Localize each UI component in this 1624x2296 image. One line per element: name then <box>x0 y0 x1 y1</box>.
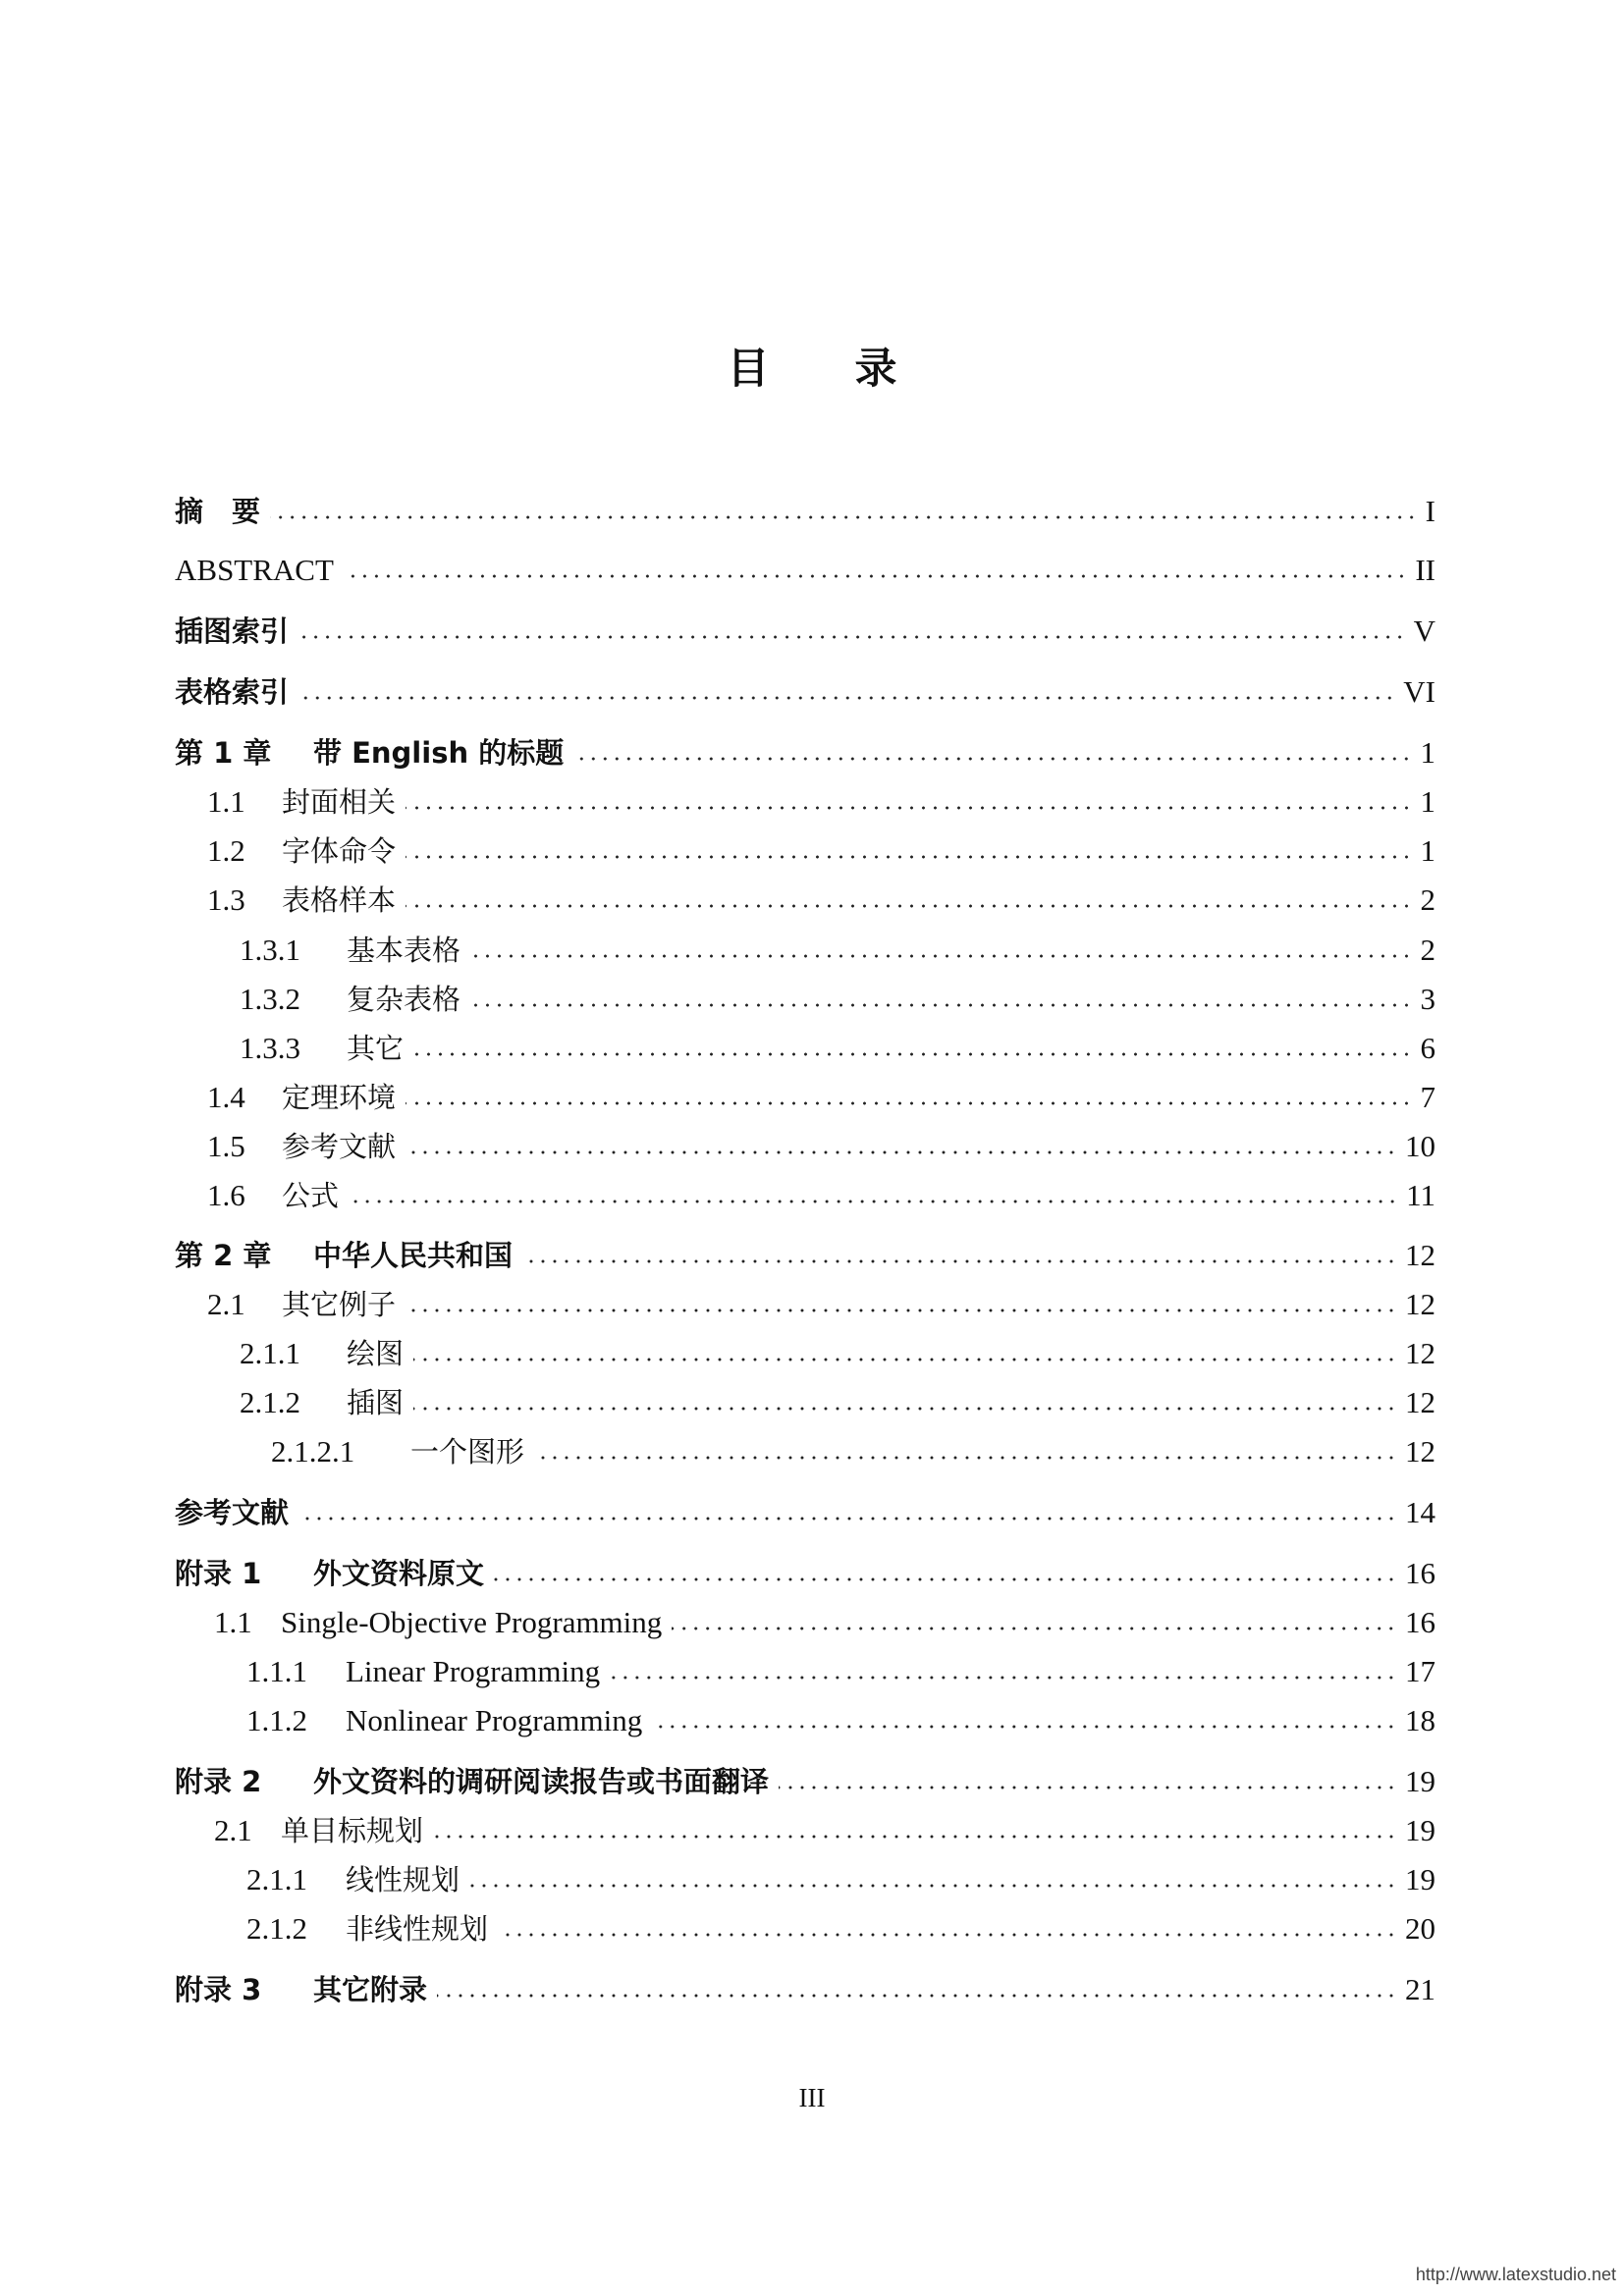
toc-entry-section[interactable] <box>0 1802 1624 1845</box>
toc-entry-label: 封面相关 <box>282 785 397 819</box>
toc-entry-page: 18 <box>1405 1703 1435 1737</box>
dot-leader <box>470 1003 1412 1007</box>
toc-entry-subsection[interactable] <box>0 1374 1624 1417</box>
toc-entry-number: 1.1.2 <box>246 1703 307 1737</box>
dot-leader <box>413 1407 1397 1411</box>
toc-entry-number: 2.1.1 <box>246 1862 307 1896</box>
toc-entry-subsection[interactable] <box>0 1020 1624 1063</box>
dot-leader <box>298 635 1406 639</box>
toc-entry-table-index[interactable] <box>0 664 1624 707</box>
toc-entry-chapter-2[interactable] <box>0 1227 1624 1270</box>
dot-leader <box>573 757 1412 761</box>
toc-entry-number: 第 1 章 <box>175 736 272 770</box>
toc-entry-abstract-cn[interactable] <box>0 483 1624 526</box>
toc-entry-label: 绘图 <box>347 1337 405 1370</box>
toc-entry-number: 2.1.2 <box>246 1911 307 1946</box>
toc-entry-page: 19 <box>1405 1813 1435 1847</box>
dot-leader <box>494 1577 1397 1581</box>
dot-leader <box>779 1786 1397 1789</box>
toc-entry-number: 1.1 <box>214 1605 252 1639</box>
toc-entry-references[interactable] <box>0 1484 1624 1527</box>
dot-leader <box>469 1884 1397 1888</box>
toc-entry-label: 公式 <box>282 1179 340 1212</box>
toc-entry-subsection[interactable] <box>0 1851 1624 1895</box>
toc-entry-section[interactable] <box>0 1594 1624 1637</box>
toc-entry-page: 2 <box>1420 882 1435 917</box>
toc-entry-label: 外文资料原文 <box>313 1557 485 1590</box>
toc-entry-subsection[interactable] <box>0 1692 1624 1735</box>
toc-entry-label: 带 English 的标题 <box>313 736 565 770</box>
toc-entry-page: II <box>1415 553 1435 587</box>
dot-leader <box>413 1052 1412 1056</box>
toc-entry-number: 2.1.1 <box>240 1336 300 1370</box>
dot-leader <box>437 1994 1397 1998</box>
toc-entry-label: 其它例子 <box>282 1288 397 1321</box>
toc-entry-page: 20 <box>1405 1911 1435 1946</box>
toc-entry-section[interactable] <box>0 823 1624 866</box>
toc-entry-appendix-3[interactable] <box>0 1961 1624 2004</box>
toc-entry-number: 附录 3 <box>175 1973 262 2006</box>
toc-entry-number: 1.6 <box>207 1178 245 1212</box>
toc-entry-label: 插图索引 <box>175 614 290 648</box>
toc-entry-page: 2 <box>1420 933 1435 967</box>
toc-entry-chapter-1[interactable] <box>0 724 1624 768</box>
toc-entry-label: Single-Objective Programming <box>281 1605 663 1639</box>
dot-leader <box>406 806 1412 810</box>
toc-entry-subsection[interactable] <box>0 1900 1624 1944</box>
toc-entry-subsubsection[interactable] <box>0 1423 1624 1467</box>
toc-entry-appendix-1[interactable] <box>0 1545 1624 1588</box>
toc-entry-number: 1.2 <box>207 833 245 868</box>
dot-leader <box>344 574 1407 578</box>
toc-entry-label: 定理环境 <box>282 1081 397 1114</box>
toc-entry-label: Nonlinear Programming <box>346 1703 643 1737</box>
dot-leader <box>406 1101 1412 1105</box>
dot-leader <box>652 1725 1397 1729</box>
toc-entry-page: 10 <box>1405 1129 1435 1163</box>
toc-entry-page: I <box>1425 494 1435 528</box>
toc-entry-page: 7 <box>1420 1080 1435 1114</box>
toc-entry-page: 21 <box>1405 1972 1435 2006</box>
toc-entry-section[interactable] <box>0 1118 1624 1161</box>
toc-entry-label: 基本表格 <box>347 934 461 967</box>
toc-entry-figure-index[interactable] <box>0 603 1624 646</box>
toc-entry-label: Linear Programming <box>346 1654 601 1688</box>
toc-entry-section[interactable] <box>0 1069 1624 1112</box>
dot-leader <box>413 1358 1397 1362</box>
toc-entry-number: 2.1 <box>207 1287 245 1321</box>
dot-leader <box>406 1150 1397 1154</box>
toc-entry-section[interactable] <box>0 1167 1624 1210</box>
toc-entry-page: 12 <box>1405 1238 1435 1272</box>
toc-entry-label: ABSTRACT <box>175 553 334 587</box>
toc-entry-label: 摘 要 <box>175 495 261 528</box>
toc-entry-number: 1.1 <box>207 784 245 819</box>
toc-entry-label: 参考文献 <box>282 1130 397 1163</box>
toc-entry-label: 一个图形 <box>410 1435 525 1468</box>
toc-entry-number: 2.1 <box>214 1813 252 1847</box>
toc-entry-page: 17 <box>1405 1654 1435 1688</box>
toc-entry-number: 附录 1 <box>175 1557 262 1590</box>
toc-entry-label: 其它 <box>347 1032 405 1065</box>
toc-entry-subsection[interactable] <box>0 922 1624 965</box>
toc-entry-subsection[interactable] <box>0 1325 1624 1368</box>
toc-entry-page: 11 <box>1406 1178 1435 1212</box>
dot-leader <box>298 1517 1397 1521</box>
toc-entry-page: 16 <box>1405 1556 1435 1590</box>
toc-entry-label: 单目标规划 <box>281 1814 424 1847</box>
toc-entry-label: 字体命令 <box>282 834 397 868</box>
toc-entry-page: V <box>1413 614 1435 648</box>
toc-entry-label: 表格索引 <box>175 675 290 709</box>
toc-entry-label: 外文资料的调研阅读报告或书面翻译 <box>313 1765 770 1798</box>
dot-leader <box>298 696 1395 700</box>
toc-entry-page: 12 <box>1405 1287 1435 1321</box>
page-number: III <box>798 2083 826 2112</box>
toc-entry-number: 1.3 <box>207 882 245 917</box>
dot-leader <box>349 1200 1398 1203</box>
toc-entry-subsection[interactable] <box>0 1643 1624 1686</box>
watermark-url: http://www.latexstudio.net <box>1415 2265 1616 2284</box>
dot-leader <box>672 1627 1397 1630</box>
toc-entry-label: 复杂表格 <box>347 983 461 1016</box>
toc-entry-number: 2.1.2 <box>240 1385 300 1419</box>
dot-leader <box>522 1259 1397 1263</box>
toc-entry-label: 插图 <box>347 1386 405 1419</box>
dot-leader <box>270 515 1418 519</box>
toc-entry-label: 其它附录 <box>313 1973 428 2006</box>
toc-entry-page: 3 <box>1420 982 1435 1016</box>
toc-entry-page: 19 <box>1405 1764 1435 1798</box>
toc-entry-number: 2.1.2.1 <box>271 1434 355 1468</box>
toc-entry-abstract-en[interactable] <box>0 542 1624 585</box>
dot-leader <box>406 904 1412 908</box>
toc-entry-label: 线性规划 <box>346 1863 460 1896</box>
toc-entry-page: 19 <box>1405 1862 1435 1896</box>
toc-title: 目 录 <box>727 345 933 394</box>
dot-leader <box>498 1933 1397 1937</box>
toc-entry-label: 中华人民共和国 <box>313 1239 514 1272</box>
toc-entry-page: 6 <box>1420 1031 1435 1065</box>
toc-entry-number: 1.4 <box>207 1080 245 1114</box>
dot-leader <box>433 1835 1397 1839</box>
toc-entry-page: 1 <box>1420 784 1435 819</box>
toc-entry-label: 非线性规划 <box>346 1912 489 1946</box>
dot-leader <box>470 954 1412 958</box>
toc-entry-number: 附录 2 <box>175 1765 262 1798</box>
toc-entry-page: 16 <box>1405 1605 1435 1639</box>
toc-entry-page: 14 <box>1405 1495 1435 1529</box>
dot-leader <box>610 1676 1397 1680</box>
toc-entry-page: 12 <box>1405 1336 1435 1370</box>
toc-entry-number: 1.3.2 <box>240 982 300 1016</box>
toc-entry-section[interactable] <box>0 872 1624 915</box>
toc-entry-number: 1.1.1 <box>246 1654 307 1688</box>
toc-entry-page: 1 <box>1420 735 1435 770</box>
toc-entry-page: VI <box>1403 674 1435 709</box>
dot-leader <box>534 1456 1397 1460</box>
toc-entry-section[interactable] <box>0 774 1624 817</box>
dot-leader <box>406 855 1412 859</box>
toc-entry-appendix-2[interactable] <box>0 1753 1624 1796</box>
toc-entry-number: 1.3.3 <box>240 1031 300 1065</box>
dot-leader <box>406 1308 1397 1312</box>
toc-entry-number: 1.3.1 <box>240 933 300 967</box>
toc-entry-subsection[interactable] <box>0 971 1624 1014</box>
toc-entry-section[interactable] <box>0 1276 1624 1319</box>
toc-entry-number: 第 2 章 <box>175 1239 272 1272</box>
toc-entry-label: 表格样本 <box>282 883 397 917</box>
toc-entry-label: 参考文献 <box>175 1496 290 1529</box>
toc-entry-page: 12 <box>1405 1385 1435 1419</box>
toc-entry-page: 1 <box>1420 833 1435 868</box>
toc-entry-number: 1.5 <box>207 1129 245 1163</box>
toc-entry-page: 12 <box>1405 1434 1435 1468</box>
